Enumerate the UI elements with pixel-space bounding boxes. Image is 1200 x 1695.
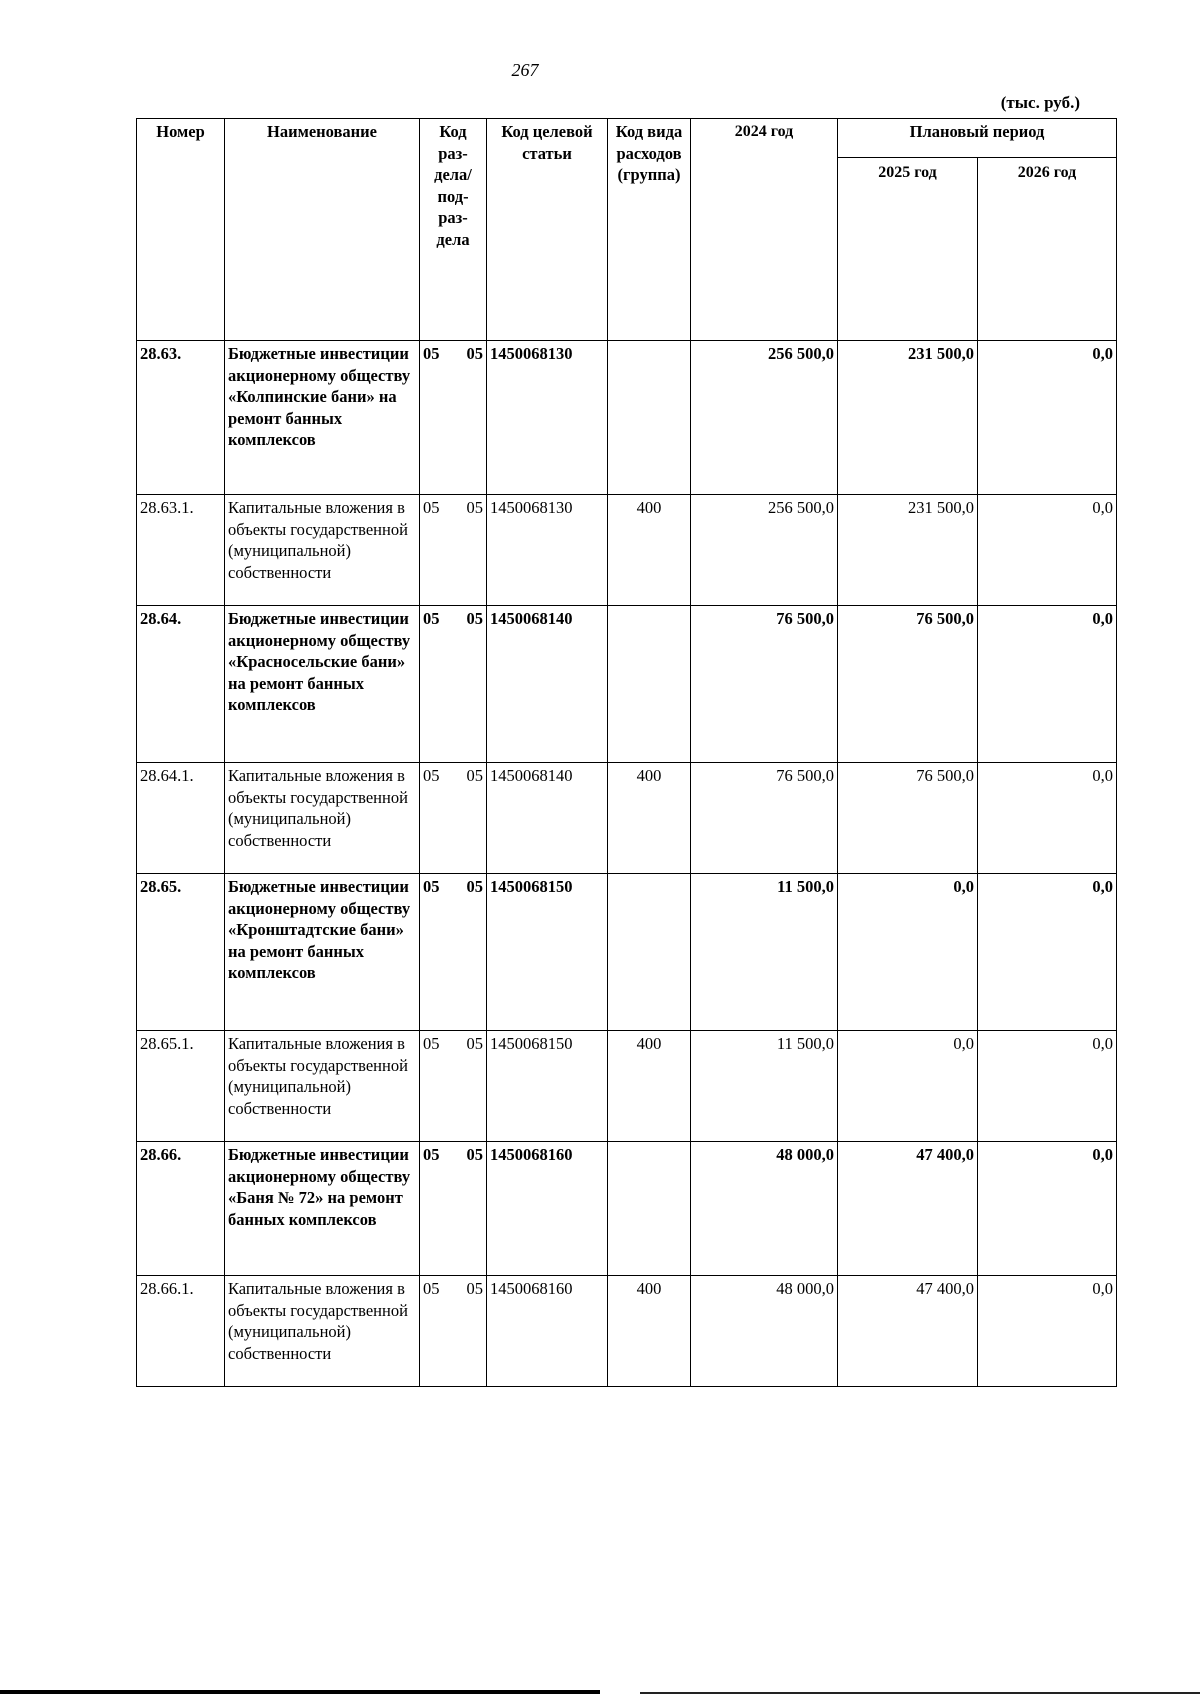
row-kvr [608, 606, 691, 763]
budget-table [136, 118, 1117, 1387]
row-2024: 48 000,0 [691, 1142, 838, 1276]
row-2025: 0,0 [838, 874, 978, 1031]
row-kvr: 400 [608, 495, 691, 606]
row-name: Капитальные вложения в объекты государственной (муниципальной) собственности [225, 763, 420, 874]
row-kvr [608, 874, 691, 1031]
podrazdel-code: 05 [466, 1145, 483, 1164]
podrazdel-code: 05 [466, 1034, 483, 1053]
row-2026: 0,0 [978, 495, 1117, 606]
row-2026: 0,0 [978, 341, 1117, 495]
row-name: Бюджетные инвестиции акционерному обществу «Баня № 72» на ремонт банных комплексов [225, 1142, 420, 1276]
row-kvr: 400 [608, 1276, 691, 1387]
row-2024: 76 500,0 [691, 606, 838, 763]
header-2026: 2026 год [978, 158, 1117, 341]
row-2024: 48 000,0 [691, 1276, 838, 1387]
row-cs: 1450068150 [487, 874, 608, 1031]
razdel-code: 05 [423, 1034, 440, 1053]
row-cs: 1450068160 [487, 1142, 608, 1276]
row-razdel [420, 1276, 487, 1387]
header-kvr: Код вида расходов (группа) [608, 119, 691, 341]
header-2024: 2024 год [691, 119, 838, 341]
row-name: Капитальные вложения в объекты государственной (муниципальной) собственности [225, 1276, 420, 1387]
row-2025: 47 400,0 [838, 1142, 978, 1276]
header-2025: 2025 год [838, 158, 978, 341]
row-kvr [608, 341, 691, 495]
row-2024: 11 500,0 [691, 1031, 838, 1142]
row-number: 28.63. [137, 341, 225, 495]
row-kvr: 400 [608, 1031, 691, 1142]
row-razdel [420, 341, 487, 495]
table-row [137, 606, 1117, 763]
row-cs: 1450068140 [487, 606, 608, 763]
scan-edge-line [0, 1690, 600, 1694]
page-number: 267 [511, 60, 539, 80]
razdel-code: 05 [423, 1279, 440, 1298]
row-number: 28.65.1. [137, 1031, 225, 1142]
row-razdel [420, 1142, 487, 1276]
row-2024: 76 500,0 [691, 763, 838, 874]
row-number: 28.64.1. [137, 763, 225, 874]
row-name: Бюджетные инвестиции акционерному обществу «Красносельские бани» на ремонт банных комплексов [225, 606, 420, 763]
row-2026: 0,0 [978, 1276, 1117, 1387]
table-row [137, 763, 1117, 874]
row-2025: 231 500,0 [838, 341, 978, 495]
row-2025: 47 400,0 [838, 1276, 978, 1387]
podrazdel-code: 05 [466, 498, 483, 517]
header-razdel: Код раз-дела/ под-раз-дела [420, 119, 487, 341]
row-2026: 0,0 [978, 1031, 1117, 1142]
table-row [137, 1142, 1117, 1276]
row-razdel [420, 606, 487, 763]
row-2024: 11 500,0 [691, 874, 838, 1031]
row-2026: 0,0 [978, 1142, 1117, 1276]
row-2024: 256 500,0 [691, 341, 838, 495]
row-cs: 1450068130 [487, 341, 608, 495]
podrazdel-code: 05 [466, 877, 483, 896]
row-razdel [420, 1031, 487, 1142]
row-kvr: 400 [608, 763, 691, 874]
row-2024: 256 500,0 [691, 495, 838, 606]
razdel-code: 05 [423, 766, 440, 785]
razdel-code: 05 [423, 498, 440, 517]
razdel-code: 05 [423, 344, 440, 363]
podrazdel-code: 05 [466, 609, 483, 628]
row-2025: 76 500,0 [838, 606, 978, 763]
row-razdel [420, 495, 487, 606]
table-row [137, 1276, 1117, 1387]
row-number: 28.66. [137, 1142, 225, 1276]
table-row [137, 341, 1117, 495]
razdel-code: 05 [423, 609, 440, 628]
header-cs: Код целевой статьи [487, 119, 608, 341]
row-number: 28.65. [137, 874, 225, 1031]
header-nomer: Номер [137, 119, 225, 341]
podrazdel-code: 05 [466, 344, 483, 363]
razdel-code: 05 [423, 877, 440, 896]
header-name: Наименование [225, 119, 420, 341]
row-name: Бюджетные инвестиции акционерному обществу «Колпинские бани» на ремонт банных комплексов [225, 341, 420, 495]
podrazdel-code: 05 [466, 1279, 483, 1298]
row-number: 28.66.1. [137, 1276, 225, 1387]
row-cs: 1450068140 [487, 763, 608, 874]
row-2026: 0,0 [978, 874, 1117, 1031]
table-row [137, 1031, 1117, 1142]
row-cs: 1450068150 [487, 1031, 608, 1142]
row-2025: 231 500,0 [838, 495, 978, 606]
table-row [137, 874, 1117, 1031]
razdel-code: 05 [423, 1145, 440, 1164]
row-razdel [420, 763, 487, 874]
row-cs: 1450068130 [487, 495, 608, 606]
row-2026: 0,0 [978, 763, 1117, 874]
row-name: Капитальные вложения в объекты государственной (муниципальной) собственности [225, 495, 420, 606]
row-number: 28.63.1. [137, 495, 225, 606]
row-number: 28.64. [137, 606, 225, 763]
table-row [137, 495, 1117, 606]
header-plan-period: Плановый период [838, 119, 1117, 158]
row-2025: 76 500,0 [838, 763, 978, 874]
row-kvr [608, 1142, 691, 1276]
row-razdel [420, 874, 487, 1031]
podrazdel-code: 05 [466, 766, 483, 785]
row-2025: 0,0 [838, 1031, 978, 1142]
unit-label: (тыс. руб.) [1000, 93, 1080, 112]
row-2026: 0,0 [978, 606, 1117, 763]
row-cs: 1450068160 [487, 1276, 608, 1387]
row-name: Капитальные вложения в объекты государственной (муниципальной) собственности [225, 1031, 420, 1142]
scan-edge-line [640, 1692, 1200, 1694]
row-name: Бюджетные инвестиции акционерному обществу «Кронштадтские бани» на ремонт банных комплексов [225, 874, 420, 1031]
